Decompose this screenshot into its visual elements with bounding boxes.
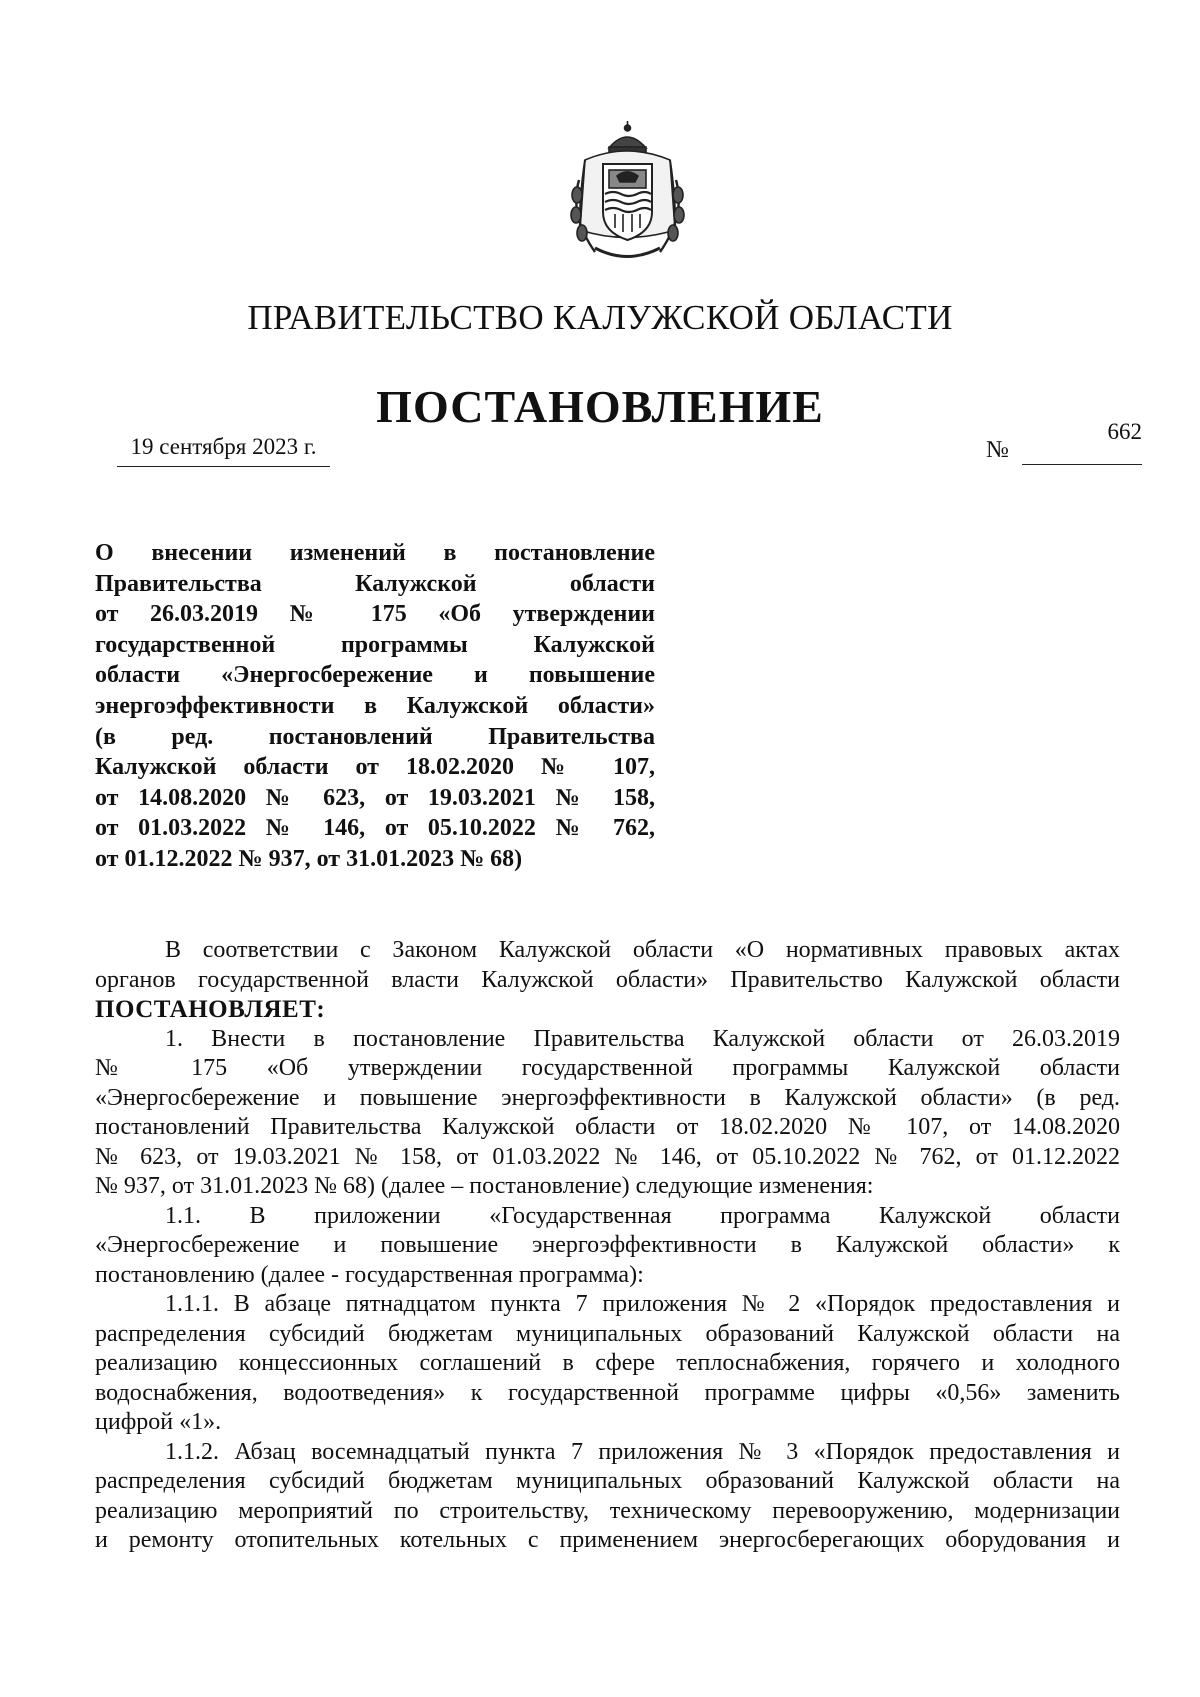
body-line: В соответствии с Законом Калужской области «О нормативных правовых актах — [165, 937, 1120, 963]
body-line: № 623, от 19.03.2021 № 158, от 01.03.2022 № 146, от 05.10.2022 № 762, от 01.12.2022 — [95, 1143, 1120, 1170]
number-sign: № — [986, 437, 1009, 463]
body-line: постановлению (далее - государственная программа): — [95, 1261, 644, 1288]
heading-line: О внесении изменений в постановление — [95, 540, 655, 566]
body-line: органов государственной власти Калужской области» Правительство Калужской области — [95, 966, 1120, 993]
heading-line: государственной программы Калужской — [95, 631, 655, 658]
document-body — [95, 936, 1120, 1556]
body-line: цифрой «1». — [95, 1409, 222, 1435]
body-line: и ремонту отопительных котельных с применением энергосберегающих оборудования и — [95, 1527, 1120, 1553]
kaluga-region-coat-of-arms-icon — [565, 120, 690, 265]
body-line: реализацию мероприятий по строительству, техническому перевооружению, модернизации — [95, 1497, 1120, 1524]
body-line: № 937, от 31.01.2023 № 68) (далее – постановление) следующие изменения: — [95, 1173, 874, 1199]
body-line: «Энергосбережение и повышение энергоэффективности в Калужской области» к — [95, 1232, 1120, 1258]
document-number-field — [1022, 419, 1142, 465]
document-number: 662 — [1107, 419, 1142, 444]
document-heading — [95, 538, 655, 875]
heading-line: Правительства Калужской области — [95, 570, 655, 597]
decree-word: ПОСТАНОВЛЯЕТ: — [95, 996, 326, 1023]
heading-line: Калужской области от 18.02.2020 № 107, — [95, 754, 655, 781]
body-line: распределения субсидий бюджетам муниципальных образований Калужской области на — [95, 1468, 1120, 1494]
heading-line: от 14.08.2020 № 623, от 19.03.2021 № 158, — [95, 784, 655, 811]
body-line: 1.1.2. Абзац восемнадцатый пункта 7 приложения № 3 «Порядок предоставления и — [165, 1438, 1120, 1465]
body-line: реализацию концессионных соглашений в сфере теплоснабжения, горячего и холодного — [95, 1350, 1120, 1376]
body-line: постановлений Правительства Калужской области от 18.02.2020 № 107, от 14.08.2020 — [95, 1114, 1120, 1140]
heading-line: от 26.03.2019 № 175 «Об утверждении — [95, 601, 655, 628]
body-line: 1. Внести в постановление Правительства Калужской области от 26.03.2019 — [165, 1025, 1120, 1052]
body-line: водоснабжения, водоотведения» к государственной программе цифры «0,56» заменить — [95, 1379, 1120, 1406]
body-line: № 175 «Об утверждении государственной программы Калужской области — [95, 1055, 1120, 1081]
heading-line: энергоэффективности в Калужской области» — [95, 692, 655, 719]
heading-line: области «Энергосбережение и повышение — [95, 662, 655, 689]
body-line: «Энергосбережение и повышение энергоэффективности в Калужской области» (в ред. — [95, 1084, 1120, 1111]
document-date: 19 сентября 2023 г. — [117, 428, 330, 467]
heading-line: от 01.03.2022 № 146, от 05.10.2022 № 762, — [95, 815, 655, 842]
body-line: распределения субсидий бюджетам муниципальных образований Калужской области на — [95, 1320, 1120, 1347]
body-line: 1.1.1. В абзаце пятнадцатом пункта 7 приложения № 2 «Порядок предоставления и — [165, 1291, 1120, 1317]
heading-line: от 01.12.2022 № 937, от 31.01.2023 № 68) — [95, 845, 523, 872]
heading-line: (в ред. постановлений Правительства — [95, 723, 655, 750]
government-title: ПРАВИТЕЛЬСТВО КАЛУЖСКОЙ ОБЛАСТИ — [247, 298, 953, 337]
document-type-title: ПОСТАНОВЛЕНИЕ — [376, 381, 824, 432]
body-line: 1.1. В приложении «Государственная программа Калужской области — [165, 1202, 1120, 1229]
